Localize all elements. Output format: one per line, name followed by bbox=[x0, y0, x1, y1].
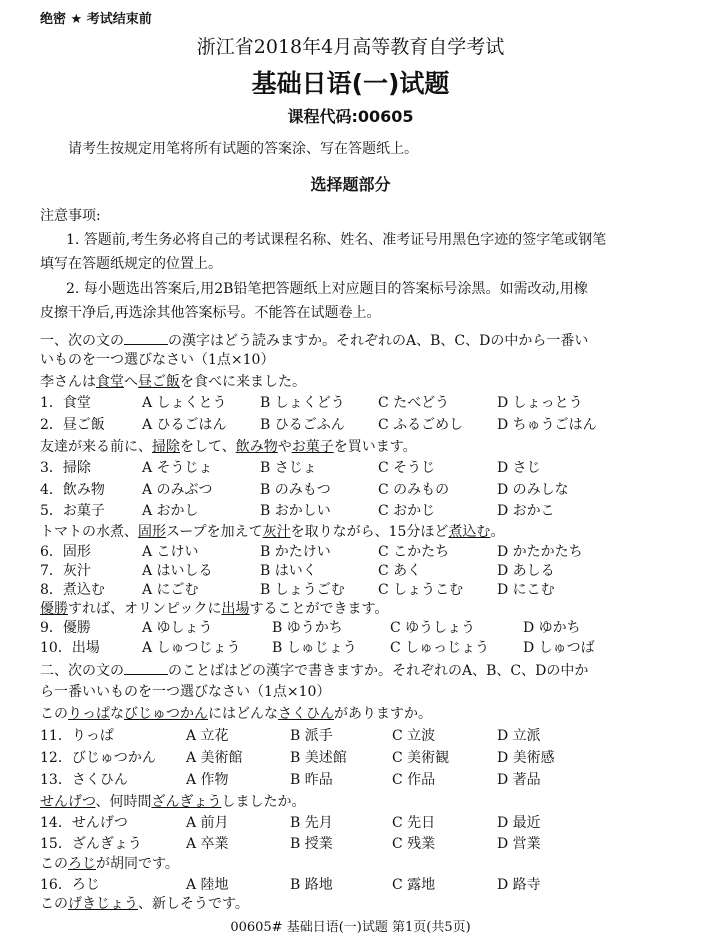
option-c: C そうじ bbox=[378, 460, 436, 476]
option-c: C 美術観 bbox=[392, 750, 450, 766]
note-1-cont: 填写在答题纸规定的位置上。 bbox=[40, 256, 222, 272]
option-c: C しゅっじょう bbox=[390, 640, 490, 656]
option-c: C たべどう bbox=[378, 395, 450, 411]
question-number: 1．食堂 bbox=[40, 395, 91, 411]
option-c: C しょうこむ bbox=[378, 582, 464, 598]
part2-prompt-cont: ら一番いいものを一つ選びなさい（1点×10） bbox=[40, 684, 331, 700]
question-number: 13．さくひん bbox=[40, 772, 128, 788]
option-a: A ゆしょう bbox=[142, 620, 213, 636]
question-number: 3．掃除 bbox=[40, 460, 91, 476]
option-b: B ひるごふん bbox=[260, 417, 345, 433]
option-b: B さじょ bbox=[260, 460, 317, 476]
option-b: B 美述館 bbox=[290, 750, 347, 766]
option-a: A にごむ bbox=[142, 582, 199, 598]
sentence: このろじが胡同です。 bbox=[40, 856, 179, 872]
instruction: 请考生按规定用笔将所有试题的答案涂、写在答题纸上。 bbox=[68, 141, 418, 157]
option-c: C 残業 bbox=[392, 836, 436, 852]
option-b: B 授業 bbox=[290, 836, 333, 852]
question-number: 12．びじゅつかん bbox=[40, 750, 156, 766]
option-c: C 作品 bbox=[392, 772, 436, 788]
notes-label: 注意事项: bbox=[40, 208, 101, 224]
option-b: B のみもつ bbox=[260, 482, 331, 498]
option-d: D ゆかち bbox=[523, 620, 581, 636]
option-b: B 路地 bbox=[290, 877, 333, 893]
option-a: A のみぶつ bbox=[142, 482, 213, 498]
option-d: D かたかたち bbox=[497, 544, 583, 560]
option-b: B しょうごむ bbox=[260, 582, 345, 598]
question-number: 8．煮込む bbox=[40, 582, 105, 598]
page-footer: 00605# 基础日语(一)试题 第1页(共5页) bbox=[230, 920, 471, 935]
option-a: A 美術館 bbox=[186, 750, 243, 766]
option-c: C 先日 bbox=[392, 815, 436, 831]
option-a: A しょくとう bbox=[142, 395, 227, 411]
option-a: A 卒業 bbox=[186, 836, 229, 852]
option-b: B 先月 bbox=[290, 815, 333, 831]
option-d: D 立派 bbox=[497, 728, 541, 744]
sentence: このりっぱなびじゅつかんにはどんなさくひんがありますか。 bbox=[40, 706, 432, 722]
option-d: D 最近 bbox=[497, 815, 541, 831]
option-b: B しょくどう bbox=[260, 395, 345, 411]
part1-prompt-cont: いものを一つ選びなさい（1点×10） bbox=[40, 352, 275, 368]
question-number: 11．りっぱ bbox=[40, 728, 114, 744]
option-d: D さじ bbox=[497, 460, 541, 476]
option-a: A おかし bbox=[142, 503, 199, 519]
option-c: C ふるごめし bbox=[378, 417, 464, 433]
option-c: C おかじ bbox=[378, 503, 436, 519]
confidential-label: 绝密 ★ 考试结束前 bbox=[40, 12, 152, 27]
part1-prompt: 一、次の文の の漢字はどう読みますか。それぞれのA、B、C、Dの中から一番い bbox=[40, 333, 589, 349]
option-d: D 営業 bbox=[497, 836, 541, 852]
option-c: C 立波 bbox=[392, 728, 436, 744]
option-d: D おかこ bbox=[497, 503, 555, 519]
question-number: 15．ざんぎょう bbox=[40, 836, 142, 852]
option-a: A ひるごはん bbox=[142, 417, 227, 433]
option-c: C ゆうしょう bbox=[390, 620, 476, 636]
question-number: 10．出場 bbox=[40, 640, 100, 656]
course-code: 课程代码:00605 bbox=[287, 107, 414, 126]
option-d: D しゅつば bbox=[523, 640, 595, 656]
option-d: D しょっとう bbox=[497, 395, 583, 411]
sentence: せんげつ、何時間ざんぎょうしましたか。 bbox=[40, 794, 306, 810]
option-c: C こかたち bbox=[378, 544, 450, 560]
question-number: 2．昼ご飯 bbox=[40, 417, 105, 433]
option-d: D 美術感 bbox=[497, 750, 555, 766]
exam-title: 浙江省2018年4月高等教育自学考试 bbox=[196, 36, 505, 58]
option-d: D 路寺 bbox=[497, 877, 541, 893]
option-b: B かたけい bbox=[260, 544, 331, 560]
option-a: A こけい bbox=[142, 544, 199, 560]
question-number: 6．固形 bbox=[40, 544, 91, 560]
option-c: C あく bbox=[378, 563, 422, 579]
option-a: A 作物 bbox=[186, 772, 229, 788]
option-a: A はいしる bbox=[142, 563, 213, 579]
sentence: 李さんは食堂へ昼ご飯を食べに来ました。 bbox=[40, 374, 306, 390]
question-number: 4．飲み物 bbox=[40, 482, 105, 498]
question-number: 5．お菓子 bbox=[40, 503, 105, 519]
note-2-cont: 皮擦干净后,再选涂其他答案标号。不能答在试题卷上。 bbox=[40, 305, 381, 321]
option-b: B 昨品 bbox=[290, 772, 333, 788]
option-c: C 露地 bbox=[392, 877, 436, 893]
option-b: B 派手 bbox=[290, 728, 333, 744]
section-title: 选择题部分 bbox=[310, 175, 391, 194]
note-1: 1. 答题前,考生务必将自己的考试课程名称、姓名、准考证号用黑色字迹的签字笔或钢笔 bbox=[66, 232, 607, 248]
part2-prompt: 二、次の文の のことばはどの漢字で書きますか。それぞれのA、B、C、Dの中か bbox=[40, 663, 589, 679]
question-number: 7．灰汁 bbox=[40, 563, 91, 579]
option-d: D にこむ bbox=[497, 582, 555, 598]
question-number: 9．優勝 bbox=[40, 620, 91, 636]
option-a: A 立花 bbox=[186, 728, 229, 744]
question-number: 14．せんげつ bbox=[40, 815, 128, 831]
question-number: 16．ろじ bbox=[40, 877, 100, 893]
option-d: D あしる bbox=[497, 563, 555, 579]
sentence: このげきじょう、新しそうです。 bbox=[40, 896, 249, 912]
option-d: D のみしな bbox=[497, 482, 569, 498]
sentence: 優勝すれば、オリンピックに出場することができます。 bbox=[40, 601, 389, 617]
sentence: 友達が来る前に、掃除をして、飲み物やお菓子を買います。 bbox=[40, 439, 417, 455]
option-a: A そうじょ bbox=[142, 460, 213, 476]
sentence: トマトの水煮、固形スープを加えて灰汁を取りながら、15分ほど煮込む。 bbox=[40, 524, 505, 540]
paper-title: 基础日语(一)试题 bbox=[251, 69, 450, 98]
option-d: D 著品 bbox=[497, 772, 541, 788]
option-b: B はいく bbox=[260, 563, 317, 579]
option-b: B しゅじょう bbox=[272, 640, 357, 656]
option-a: A しゅつじょう bbox=[142, 640, 241, 656]
option-b: B ゆうかち bbox=[272, 620, 343, 636]
note-2: 2. 每小题选出答案后,用2B铅笔把答题纸上对应题目的答案标号涂黑。如需改动,用橡 bbox=[66, 281, 588, 297]
option-a: A 陸地 bbox=[186, 877, 229, 893]
option-b: B おかしい bbox=[260, 503, 331, 519]
option-d: D ちゅうごはん bbox=[497, 417, 597, 433]
option-c: C のみもの bbox=[378, 482, 450, 498]
option-a: A 前月 bbox=[186, 815, 229, 831]
